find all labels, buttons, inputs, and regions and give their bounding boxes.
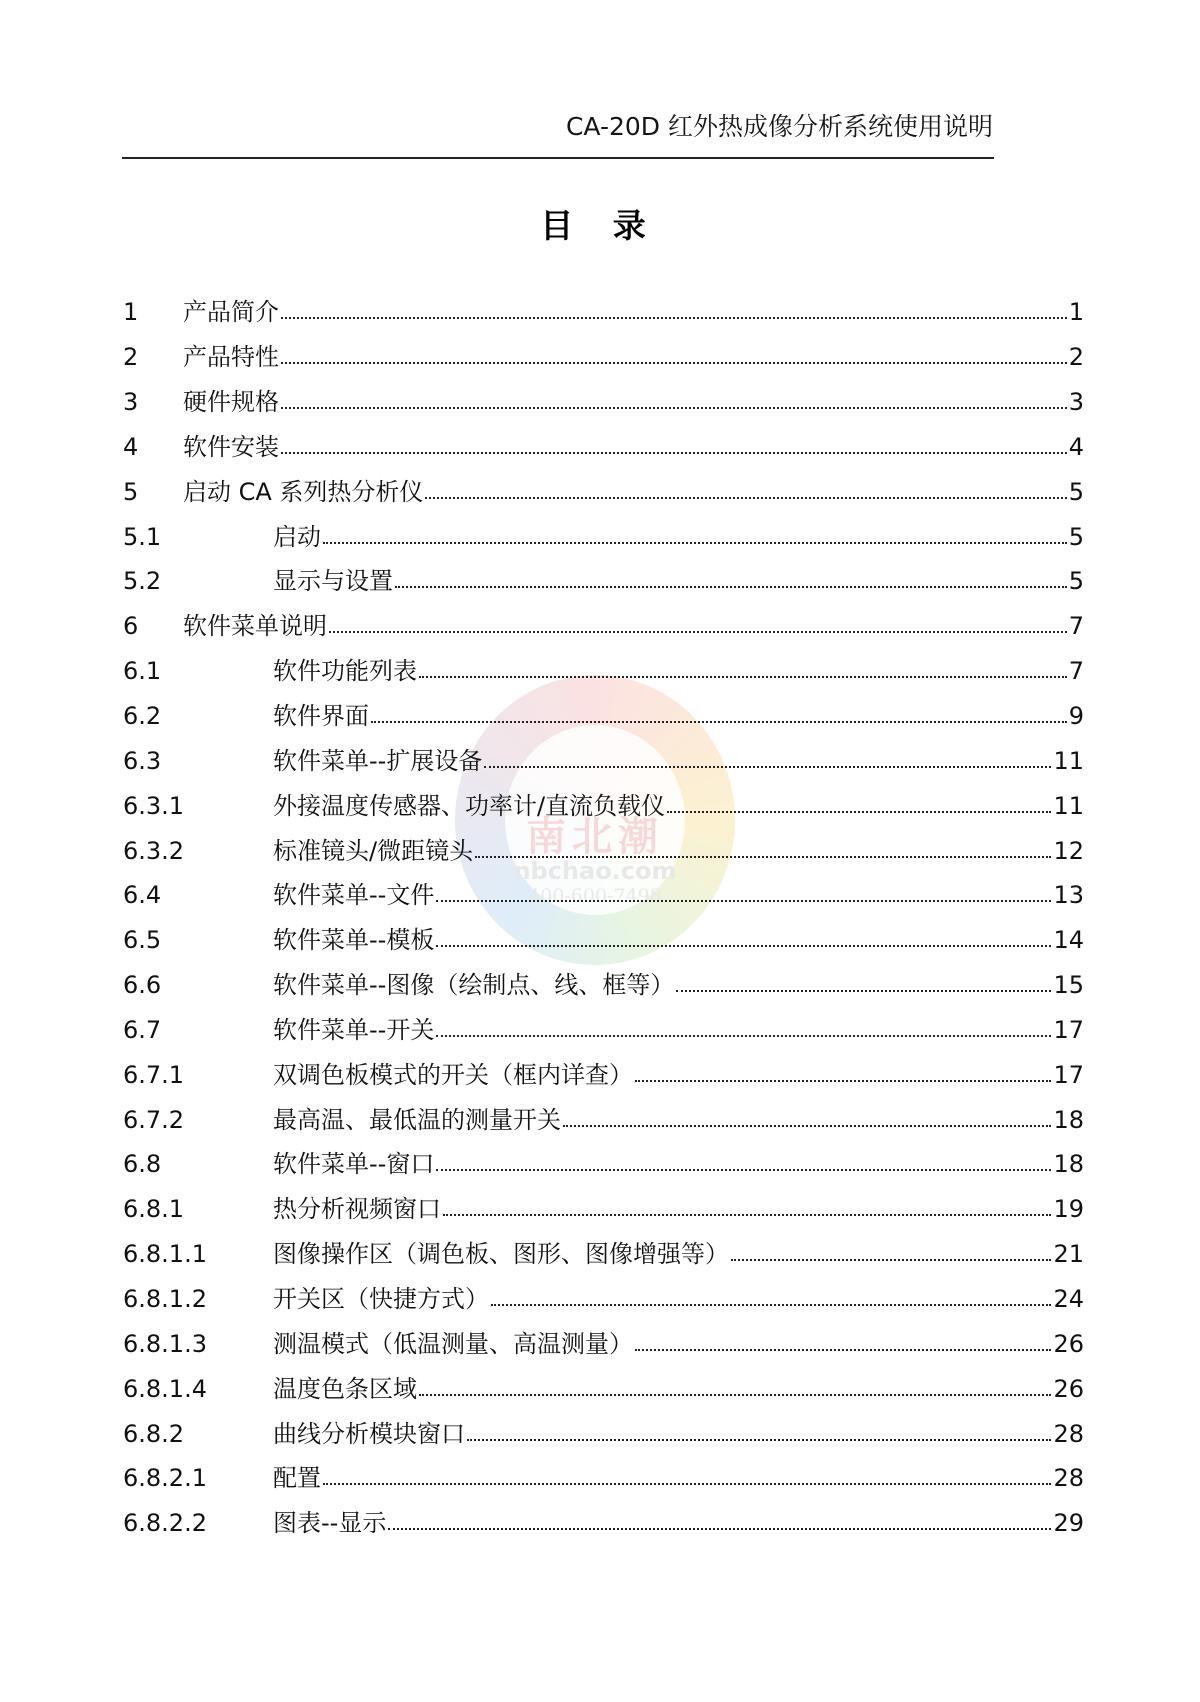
toc-entry-body — [183, 432, 1084, 461]
toc-entry-number: 6.8.1.2 — [123, 1284, 207, 1313]
toc-entry-label[interactable]: 温度色条区域 — [273, 1374, 417, 1403]
toc-entry-number: 6.1 — [123, 657, 162, 686]
toc-entry-page-number[interactable]: 17 — [1053, 1015, 1084, 1044]
toc-entry-number: 6.8.2.2 — [123, 1509, 207, 1538]
toc-entry-body — [273, 1015, 1084, 1044]
toc-entry-page-number[interactable]: 29 — [1053, 1509, 1084, 1538]
dot-leader — [323, 542, 1067, 544]
toc-entry-page-number[interactable]: 12 — [1053, 836, 1084, 865]
toc-entry[interactable] — [123, 738, 1084, 783]
dot-leader — [425, 497, 1066, 499]
dot-leader — [419, 676, 1067, 678]
toc-entry[interactable] — [123, 649, 1084, 694]
dot-leader — [635, 1349, 1051, 1351]
toc-entry-number: 6.8.2 — [123, 1419, 185, 1448]
toc-entry-label[interactable]: 产品简介 — [183, 298, 279, 327]
toc-entry-body — [273, 1195, 1084, 1224]
toc-entry-page-number[interactable]: 13 — [1053, 881, 1084, 910]
toc-entry-body — [273, 1464, 1084, 1493]
toc-entry-number: 6.8 — [123, 1150, 162, 1179]
toc-entry[interactable] — [123, 335, 1084, 380]
toc-entry-page-number[interactable]: 7 — [1068, 612, 1084, 641]
toc-entry-page-number[interactable]: 21 — [1053, 1240, 1084, 1269]
toc-entry[interactable] — [123, 873, 1084, 918]
toc-entry-number: 6.8.1.4 — [123, 1374, 207, 1403]
dot-leader — [436, 1169, 1051, 1171]
toc-entry-body — [273, 567, 1084, 596]
table-of-contents — [123, 290, 1084, 1546]
toc-entry-number: 6.3.1 — [123, 791, 185, 820]
toc-entry-number: 6.2 — [123, 702, 162, 731]
dot-leader — [676, 990, 1051, 992]
toc-entry-number: 6.8.1.1 — [123, 1240, 207, 1269]
toc-entry-page-number[interactable]: 2 — [1068, 343, 1084, 372]
toc-entry-body — [273, 1374, 1084, 1403]
toc-entry-page-number[interactable]: 18 — [1053, 1105, 1084, 1134]
toc-entry-label[interactable]: 软件菜单说明 — [183, 612, 327, 641]
toc-entry-body — [273, 971, 1084, 1000]
toc-entry-body — [183, 298, 1084, 327]
toc-entry-page-number[interactable]: 11 — [1053, 746, 1084, 775]
toc-entry[interactable] — [123, 469, 1084, 514]
toc-entry[interactable] — [123, 828, 1084, 873]
toc-entry-page-number[interactable]: 11 — [1053, 791, 1084, 820]
toc-entry-body — [183, 612, 1084, 641]
toc-entry-number: 2 — [123, 343, 139, 372]
watermark-brand-cn: 南北潮 — [526, 813, 664, 860]
toc-entry-number: 5.2 — [123, 567, 162, 596]
toc-title: 目 录 — [540, 206, 660, 245]
dot-leader — [329, 631, 1067, 633]
toc-entry-label[interactable]: 软件功能列表 — [273, 657, 417, 686]
toc-entry-number: 5 — [123, 477, 139, 506]
toc-entry-label[interactable]: 启动 CA 系列热分析仪 — [183, 477, 424, 506]
toc-entry-page-number[interactable]: 3 — [1068, 388, 1084, 417]
toc-entry[interactable] — [123, 1187, 1084, 1232]
toc-entry[interactable] — [123, 1411, 1084, 1456]
dot-leader — [436, 1035, 1051, 1037]
toc-entry-label[interactable]: 启动 — [273, 522, 321, 551]
toc-entry-label[interactable]: 软件菜单--文件 — [273, 881, 435, 910]
toc-entry-label[interactable]: 图表--显示 — [273, 1509, 387, 1538]
toc-entry-number: 5.1 — [123, 522, 162, 551]
toc-entry-label[interactable]: 测温模式（低温测量、高温测量） — [273, 1329, 633, 1358]
dot-leader — [388, 1528, 1051, 1530]
toc-entry[interactable] — [123, 290, 1084, 335]
dot-leader — [281, 407, 1067, 409]
toc-entry[interactable] — [123, 918, 1084, 963]
toc-entry-body — [273, 881, 1084, 910]
toc-entry-label[interactable]: 热分析视频窗口 — [273, 1195, 441, 1224]
toc-entry-label[interactable]: 软件菜单--窗口 — [273, 1150, 435, 1179]
toc-entry-label[interactable]: 软件菜单--图像（绘制点、线、框等） — [273, 971, 675, 1000]
toc-entry-body — [183, 388, 1084, 417]
dot-leader — [731, 1259, 1051, 1261]
dot-leader — [436, 900, 1051, 902]
watermark-brand-en: nbchao.com — [513, 857, 677, 885]
toc-entry-number: 6.7.2 — [123, 1105, 185, 1134]
toc-entry-page-number[interactable]: 5 — [1068, 522, 1084, 551]
toc-entry[interactable] — [123, 1142, 1084, 1187]
toc-entry-label[interactable]: 软件菜单--开关 — [273, 1015, 435, 1044]
toc-entry-body — [273, 1240, 1084, 1269]
toc-entry-body — [273, 791, 1084, 820]
toc-entry-number: 6.8.1.3 — [123, 1329, 207, 1358]
toc-entry-page-number[interactable]: 19 — [1053, 1195, 1084, 1224]
toc-entry-body — [273, 522, 1084, 551]
toc-entry[interactable] — [123, 963, 1084, 1008]
toc-entry-label[interactable]: 最高温、最低温的测量开关 — [273, 1105, 561, 1134]
toc-entry-page-number[interactable]: 14 — [1053, 926, 1084, 955]
toc-entry-page-number[interactable]: 26 — [1053, 1374, 1084, 1403]
toc-entry-number: 1 — [123, 298, 139, 327]
dot-leader — [419, 1394, 1051, 1396]
header-divider — [122, 157, 994, 159]
toc-entry-number: 6.7 — [123, 1015, 162, 1044]
dot-leader — [635, 1080, 1051, 1082]
watermark-phone: 400-600-7498 — [528, 885, 662, 907]
toc-entry[interactable] — [123, 694, 1084, 739]
dot-leader — [667, 811, 1051, 813]
toc-entry-body — [273, 1509, 1084, 1538]
toc-entry-page-number[interactable]: 26 — [1053, 1329, 1084, 1358]
toc-entry[interactable] — [123, 559, 1084, 604]
dot-leader — [395, 586, 1067, 588]
toc-entry-body — [273, 1060, 1084, 1089]
toc-entry[interactable] — [123, 1232, 1084, 1277]
toc-entry[interactable] — [123, 1501, 1084, 1546]
toc-entry-body — [273, 1284, 1084, 1313]
toc-entry[interactable] — [123, 380, 1084, 425]
toc-entry-page-number[interactable]: 5 — [1068, 477, 1084, 506]
toc-entry-number: 6 — [123, 612, 139, 641]
toc-entry-page-number[interactable]: 15 — [1053, 971, 1084, 1000]
toc-entry-page-number[interactable]: 9 — [1068, 702, 1084, 731]
dot-leader — [371, 721, 1067, 723]
dot-leader — [475, 856, 1051, 858]
dot-leader — [443, 1214, 1051, 1216]
dot-leader — [281, 362, 1067, 364]
toc-entry-page-number[interactable]: 17 — [1053, 1060, 1084, 1089]
toc-entry-page-number[interactable]: 18 — [1053, 1150, 1084, 1179]
toc-entry[interactable] — [123, 425, 1084, 470]
document-header-title: CA-20D 红外热成像分析系统使用说明 — [565, 112, 993, 141]
toc-entry-label[interactable]: 双调色板模式的开关（框内详查） — [273, 1060, 633, 1089]
toc-entry-body — [273, 1105, 1084, 1134]
toc-entry-label[interactable]: 软件安装 — [183, 432, 279, 461]
toc-entry-label[interactable]: 硬件规格 — [183, 388, 279, 417]
toc-entry[interactable] — [123, 1052, 1084, 1097]
toc-entry-body — [273, 1150, 1084, 1179]
toc-entry-label[interactable]: 曲线分析模块窗口 — [273, 1419, 465, 1448]
toc-entry-number: 3 — [123, 388, 139, 417]
dot-leader — [281, 317, 1067, 319]
dot-leader — [436, 945, 1051, 947]
toc-entry-body — [273, 1419, 1084, 1448]
toc-entry-body — [273, 657, 1084, 686]
dot-leader — [467, 1439, 1051, 1441]
dot-leader — [281, 452, 1067, 454]
dot-leader — [563, 1125, 1051, 1127]
toc-entry-number: 4 — [123, 432, 139, 461]
toc-entry-page-number[interactable]: 5 — [1068, 567, 1084, 596]
toc-entry[interactable] — [123, 783, 1084, 828]
toc-entry-number: 6.5 — [123, 926, 162, 955]
toc-entry-page-number[interactable]: 7 — [1068, 657, 1084, 686]
toc-entry-number: 6.6 — [123, 971, 162, 1000]
toc-entry-label[interactable]: 外接温度传感器、功率计/直流负载仪 — [273, 791, 666, 820]
toc-entry-body — [273, 702, 1084, 731]
toc-entry-number: 6.3 — [123, 746, 162, 775]
toc-entry-label[interactable]: 显示与设置 — [273, 567, 393, 596]
toc-entry-label[interactable]: 开关区（快捷方式） — [273, 1284, 489, 1313]
toc-entry-body — [183, 477, 1084, 506]
toc-entry[interactable] — [123, 514, 1084, 559]
toc-entry-number: 6.8.2.1 — [123, 1464, 207, 1493]
dot-leader — [323, 1483, 1051, 1485]
toc-entry-page-number[interactable]: 28 — [1053, 1419, 1084, 1448]
toc-entry[interactable] — [123, 1277, 1084, 1322]
toc-entry-body — [273, 1329, 1084, 1358]
toc-entry-label[interactable]: 配置 — [273, 1464, 321, 1493]
toc-entry-number: 6.8.1 — [123, 1195, 185, 1224]
toc-entry[interactable] — [123, 1008, 1084, 1053]
toc-entry-body — [273, 746, 1084, 775]
toc-entry-page-number[interactable]: 4 — [1068, 432, 1084, 461]
toc-entry-label[interactable]: 标准镜头/微距镜头 — [273, 836, 474, 865]
toc-entry-label[interactable]: 产品特性 — [183, 343, 279, 372]
toc-entry[interactable] — [123, 1097, 1084, 1142]
dot-leader — [484, 766, 1051, 768]
toc-entry-label[interactable]: 软件菜单--模板 — [273, 926, 435, 955]
toc-entry-body — [273, 926, 1084, 955]
toc-entry-number: 6.7.1 — [123, 1060, 185, 1089]
toc-entry-label[interactable]: 图像操作区（调色板、图形、图像增强等） — [273, 1240, 729, 1269]
toc-entry[interactable] — [123, 1321, 1084, 1366]
toc-entry-page-number[interactable]: 24 — [1053, 1284, 1084, 1313]
toc-entry[interactable] — [123, 1456, 1084, 1501]
toc-entry-number: 6.4 — [123, 881, 162, 910]
dot-leader — [491, 1304, 1051, 1306]
toc-entry[interactable] — [123, 604, 1084, 649]
toc-entry-page-number[interactable]: 28 — [1053, 1464, 1084, 1493]
toc-entry-label[interactable]: 软件菜单--扩展设备 — [273, 746, 483, 775]
toc-entry-number: 6.3.2 — [123, 836, 185, 865]
toc-entry-page-number[interactable]: 1 — [1068, 298, 1084, 327]
toc-entry[interactable] — [123, 1366, 1084, 1411]
toc-entry-body — [183, 343, 1084, 372]
toc-entry-label[interactable]: 软件界面 — [273, 702, 369, 731]
